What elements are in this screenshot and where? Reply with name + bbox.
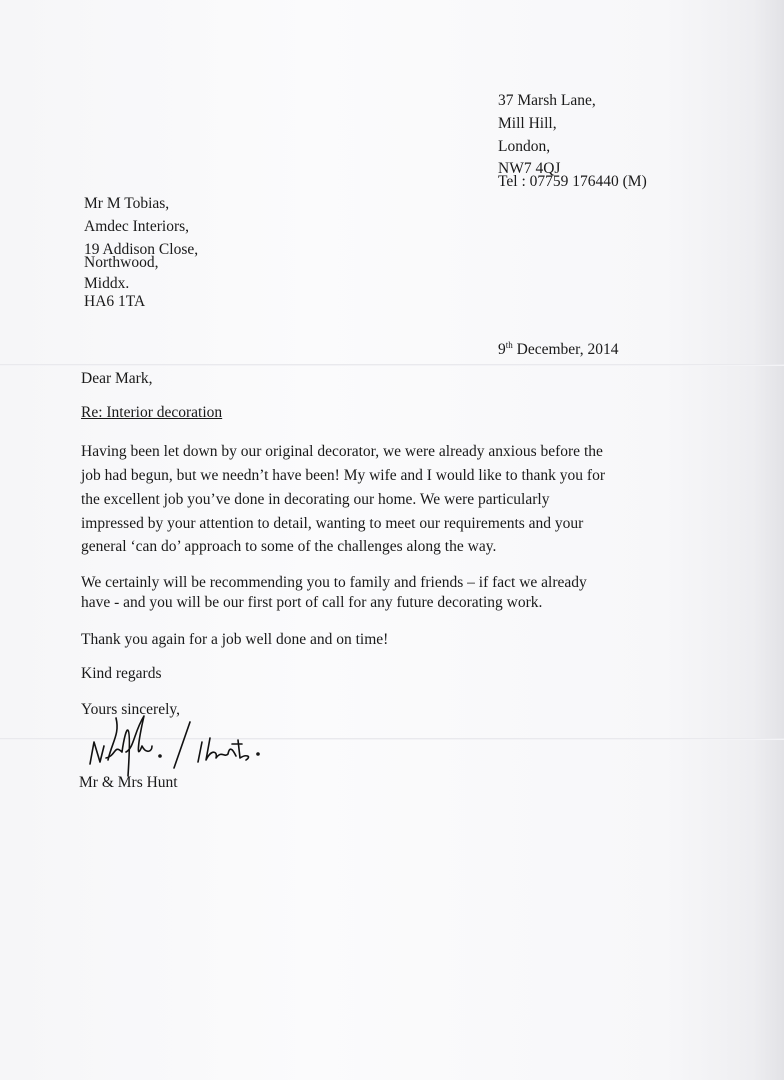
body-line: have - and you will be our first port of call for any future decorating work. xyxy=(81,594,543,611)
salutation: Dear Mark, xyxy=(81,370,153,387)
letter-date xyxy=(498,335,618,360)
address-line: Northwood, xyxy=(84,254,159,271)
address-line: Mill Hill, xyxy=(498,115,557,132)
address-line: 19 Addison Close, xyxy=(84,241,199,258)
subject-line xyxy=(81,403,222,423)
body-line: the excellent job you’ve done in decorating our home. We were particularly xyxy=(81,491,550,508)
body-line: We certainly will be recommending you to family and friends – if fact we already xyxy=(81,574,587,591)
address-line: Middx. xyxy=(84,275,130,292)
phone-line: Tel : 07759 176440 (M) xyxy=(498,173,647,190)
address-line: Mr M Tobias, xyxy=(84,195,170,212)
handwritten-signature xyxy=(86,712,266,782)
body-line: general ‘can do’ approach to some of the challenges along the way. xyxy=(81,538,497,555)
body-line: impressed by your attention to detail, wanting to meet our requirements and your xyxy=(81,515,584,532)
closing-kind-regards: Kind regards xyxy=(81,665,162,682)
address-line: Amdec Interiors, xyxy=(84,218,190,235)
body-line: job had begun, but we needn’t have been! My wife and I would like to thank you for xyxy=(81,467,605,484)
address-line: London, xyxy=(498,138,551,155)
date-suffix: th xyxy=(505,340,513,350)
paper-fold xyxy=(0,364,784,366)
address-line: 37 Marsh Lane, xyxy=(498,92,596,109)
address-line: NW7 4QJ xyxy=(498,160,561,177)
date-rest: December, 2014 xyxy=(512,341,619,359)
paragraph-3: Thank you again for a job well done and on time! xyxy=(81,631,389,648)
date-day: 9 xyxy=(498,341,506,359)
body-line: Having been let down by our original decorator, we were already anxious before the xyxy=(81,443,603,460)
signatory-name: Mr & Mrs Hunt xyxy=(79,774,178,791)
subject-text: Re: Interior decoration xyxy=(81,404,223,421)
closing-yours-sincerely: Yours sincerely, xyxy=(81,701,181,718)
address-line: HA6 1TA xyxy=(84,293,146,310)
